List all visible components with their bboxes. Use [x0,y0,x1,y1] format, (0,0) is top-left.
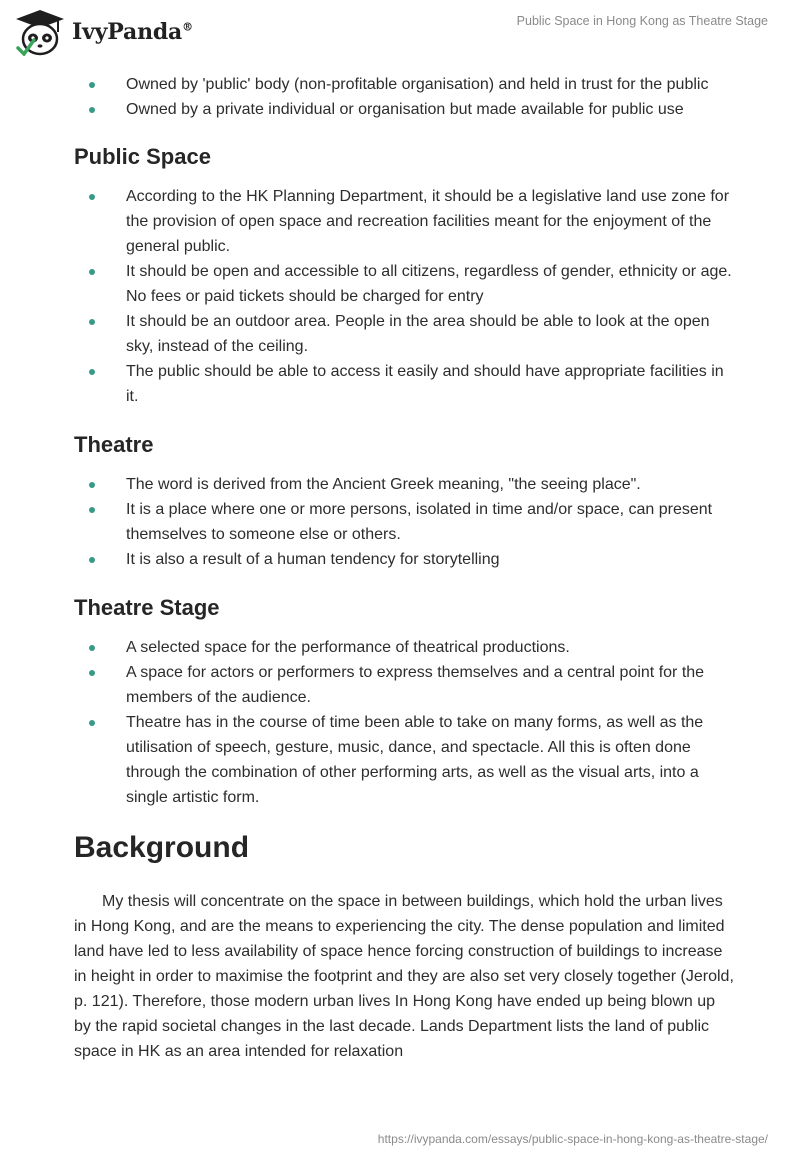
theatre-bullet-list [74,472,734,572]
list-item: According to the HK Planning Department, it should be a legislative land use zone for the provision of open space and recreation facilities meant for the enjoyment of the general public. [74,184,734,259]
background-paragraph: My thesis will concentrate on the space in between buildings, which hold the urban lives in Hong Kong, and are the means to experiencing the city. The dense population and limited land have led to less availability of space hence forcing construction of buildings to increase in height in order to maximise the footprint and they are also set very closely together (Jerold, p. 121). Therefore, those modern urban lives In Hong Kong have ended up being blown up by the rapid societal changes in the last decade. Lands Department lists the land of public space in HK as an area intended for relaxation [74,893,734,1060]
public-space-bullet-list [74,184,734,409]
list-item: It should be an outdoor area. People in the area should be able to look at the open sky, instead of the ceiling. [74,309,734,359]
intro-bullet-list [74,72,734,122]
list-item: A selected space for the performance of theatrical productions. [74,635,734,660]
list-item: It is a place where one or more persons, isolated in time and/or space, can present themselves to someone else or others. [74,497,734,547]
list-item: The public should be able to access it easily and should have appropriate facilities in it. [74,359,734,409]
source-url-link[interactable]: https://ivypanda.com/essays/public-space-in-hong-kong-as-theatre-stage/ [377,1132,768,1146]
list-item: It should be open and accessible to all citizens, regardless of gender, ethnicity or age. No fees or paid tickets should be charged for entry [74,259,734,309]
list-item: A space for actors or performers to express themselves and a central point for the members of the audience. [74,660,734,710]
document-title: Public Space in Hong Kong as Theatre Stage [516,14,768,28]
list-item: Owned by 'public' body (non-profitable organisation) and held in trust for the public [74,72,734,97]
list-item: Theatre has in the course of time been able to take on many forms, as well as the utilisation of speech, gesture, music, dance, and spectacle. All this is often done through the combination of other performing arts, as well as the visual arts, into a single artistic form. [74,710,734,810]
section-heading-public-space: Public Space [74,144,211,169]
page-header [0,0,800,64]
section-heading-theatre-stage: Theatre Stage [74,595,220,620]
essay-content [74,70,734,1064]
panda-graduate-icon [14,8,66,56]
section-heading-theatre: Theatre [74,432,154,457]
list-item: Owned by a private individual or organisation but made available for public use [74,97,734,122]
list-item: It is also a result of a human tendency for storytelling [74,547,734,572]
list-item: The word is derived from the Ancient Greek meaning, "the seeing place". [74,472,734,497]
brand-name: IvyPanda® [72,19,193,45]
ivypanda-logo[interactable] [14,8,193,56]
theatre-stage-bullet-list [74,635,734,810]
background-heading: Background [74,831,250,864]
